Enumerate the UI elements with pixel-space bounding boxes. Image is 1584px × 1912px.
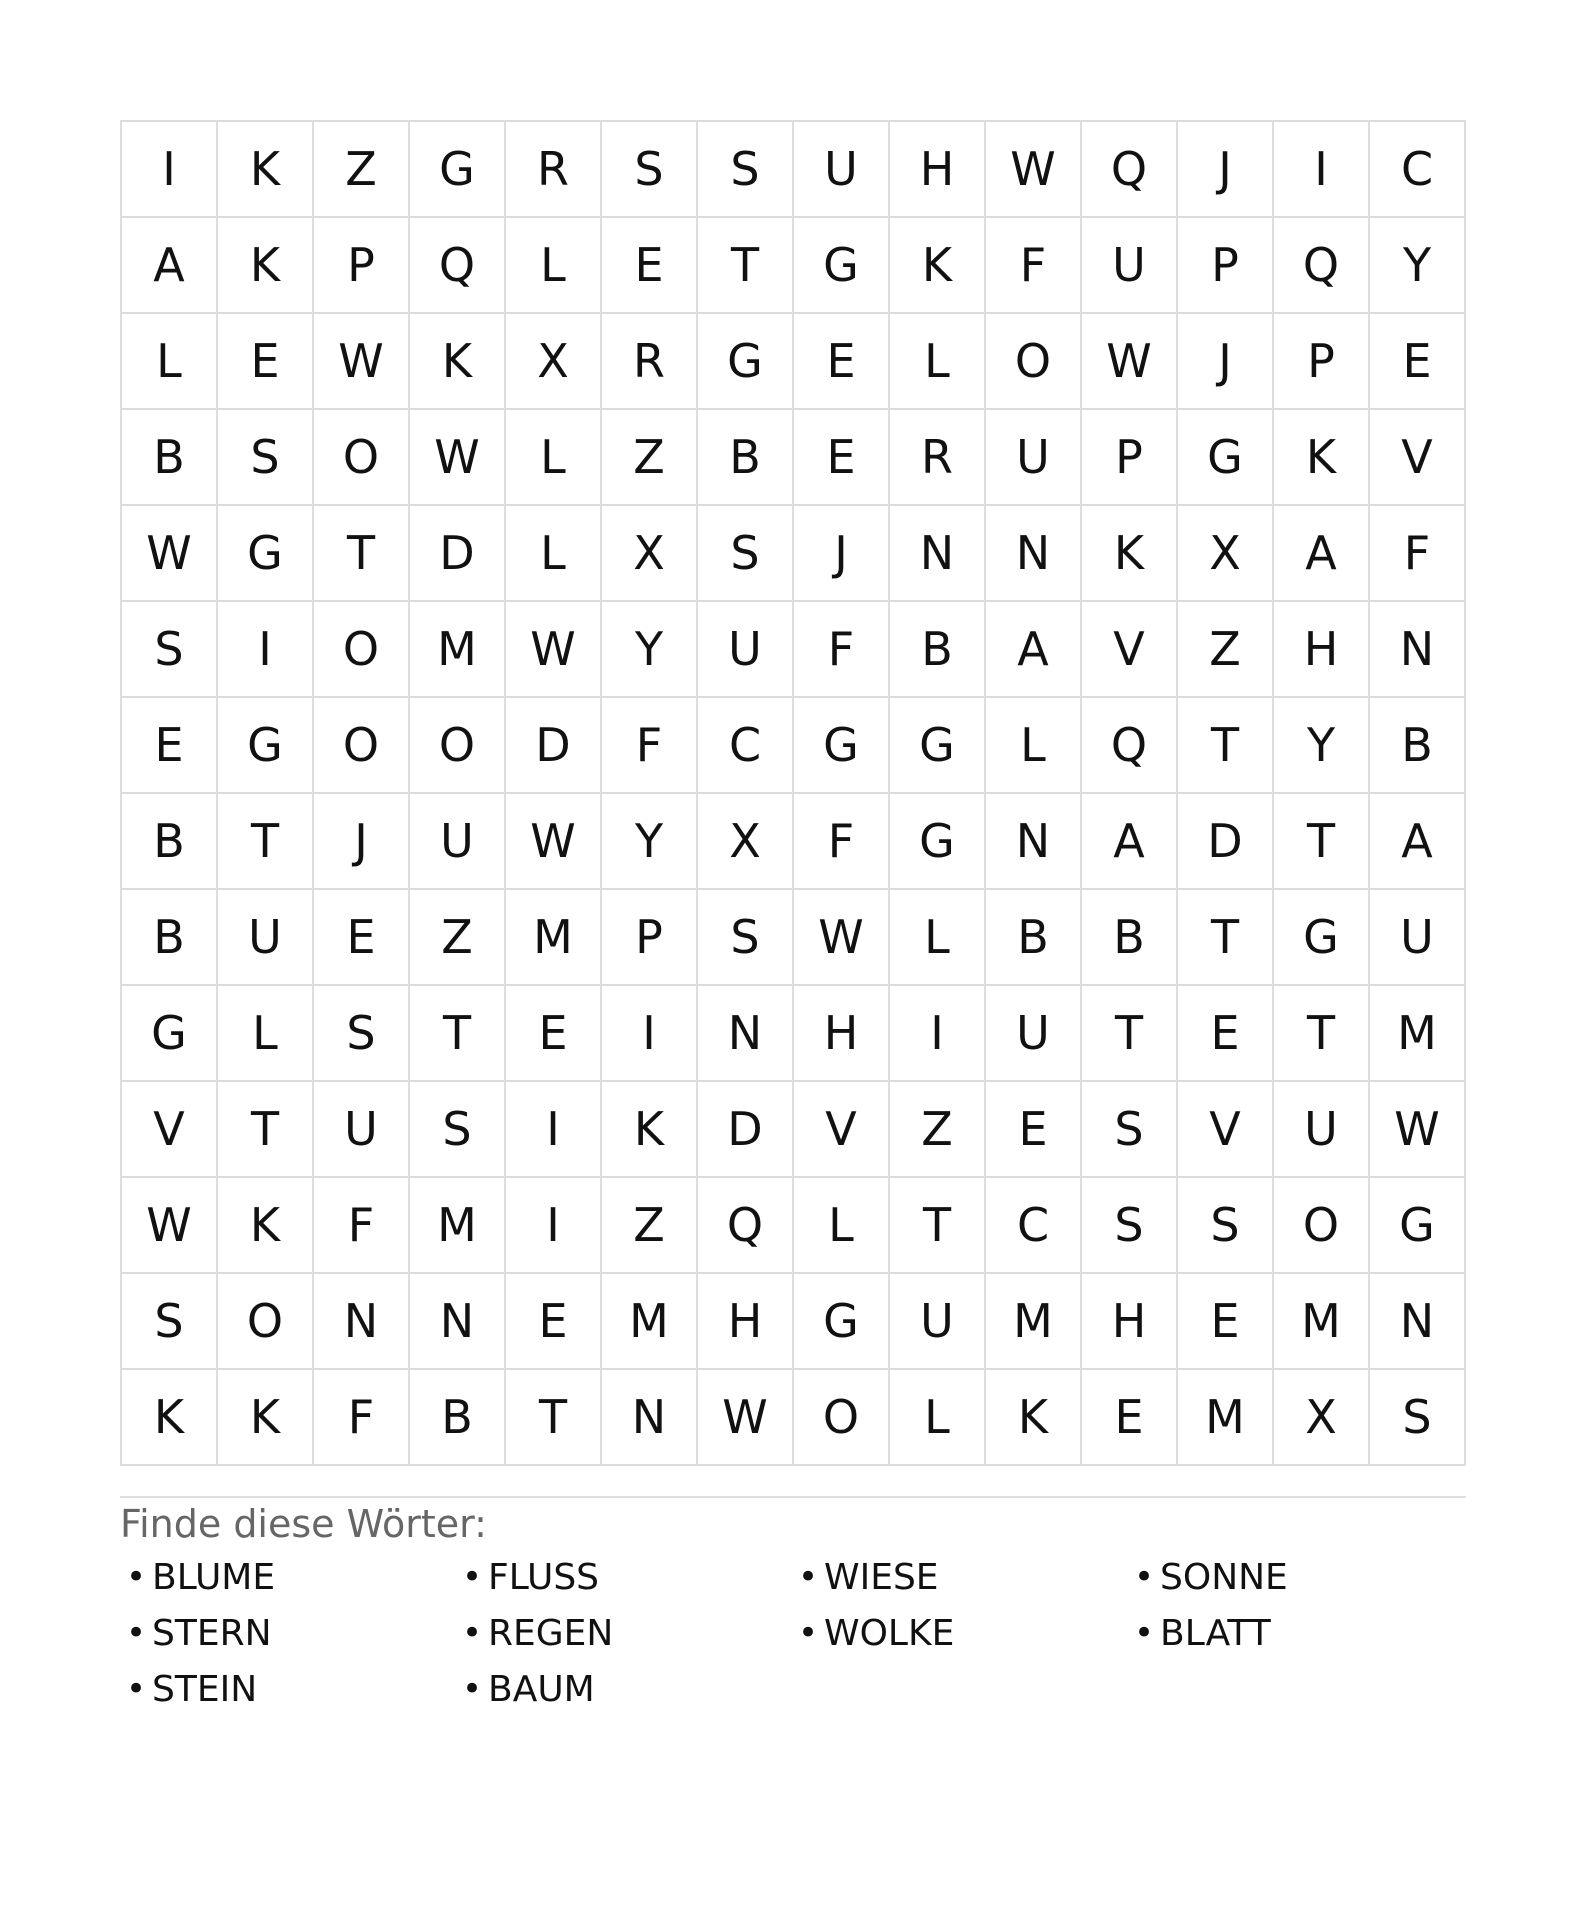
grid-cell[interactable]: A [1082, 794, 1178, 890]
bullet-icon: • [125, 1557, 147, 1597]
grid-cell[interactable]: L [506, 410, 602, 506]
grid-cell[interactable]: C [1370, 122, 1466, 218]
bullet-icon: • [125, 1669, 147, 1709]
word-item [120, 1557, 456, 1616]
grid-cell[interactable]: Z [1178, 602, 1274, 698]
grid-cell[interactable]: Z [410, 890, 506, 986]
grid-cell[interactable]: H [698, 1274, 794, 1370]
grid-cell[interactable]: W [794, 890, 890, 986]
grid-cell[interactable]: O [986, 314, 1082, 410]
grid-cell[interactable]: K [218, 1178, 314, 1274]
grid-cell[interactable]: S [698, 890, 794, 986]
grid-cell[interactable]: W [1082, 314, 1178, 410]
grid-cell[interactable]: V [1082, 602, 1178, 698]
grid-cell[interactable]: E [986, 1082, 1082, 1178]
grid-cell[interactable]: O [794, 1370, 890, 1466]
grid-cell[interactable]: U [1274, 1082, 1370, 1178]
grid-cell[interactable]: T [1274, 986, 1370, 1082]
grid-cell[interactable]: T [410, 986, 506, 1082]
word-label: BAUM [488, 1669, 595, 1710]
grid-cell[interactable]: N [410, 1274, 506, 1370]
grid-cell[interactable]: S [1082, 1082, 1178, 1178]
grid-cell[interactable]: G [1178, 410, 1274, 506]
grid-cell[interactable]: B [890, 602, 986, 698]
word-item [456, 1669, 792, 1728]
word-item [1128, 1557, 1464, 1616]
grid-cell[interactable]: T [1178, 698, 1274, 794]
grid-cell[interactable]: U [1370, 890, 1466, 986]
grid-cell[interactable]: F [314, 1370, 410, 1466]
grid-cell[interactable]: K [218, 122, 314, 218]
grid-cell[interactable]: A [122, 218, 218, 314]
grid-cell[interactable]: S [698, 122, 794, 218]
grid-cell[interactable]: M [986, 1274, 1082, 1370]
grid-cell[interactable]: U [890, 1274, 986, 1370]
grid-cell[interactable]: Z [314, 122, 410, 218]
grid-cell[interactable]: T [314, 506, 410, 602]
grid-cell[interactable]: N [986, 794, 1082, 890]
grid-cell[interactable]: T [218, 794, 314, 890]
grid-cell[interactable]: N [986, 506, 1082, 602]
grid-cell[interactable]: S [122, 602, 218, 698]
grid-cell[interactable]: X [1178, 506, 1274, 602]
grid-cell[interactable]: C [698, 698, 794, 794]
letter-grid [120, 120, 1466, 1466]
grid-cell[interactable]: S [1370, 1370, 1466, 1466]
grid-cell[interactable]: E [1178, 986, 1274, 1082]
grid-cell[interactable]: S [410, 1082, 506, 1178]
grid-cell[interactable]: B [986, 890, 1082, 986]
grid-cell[interactable]: G [1274, 890, 1370, 986]
grid-cell[interactable]: F [314, 1178, 410, 1274]
grid-cell[interactable]: Q [410, 218, 506, 314]
bullet-icon: • [461, 1557, 483, 1597]
grid-cell[interactable]: R [506, 122, 602, 218]
grid-cell[interactable]: K [410, 314, 506, 410]
grid-cell[interactable]: I [218, 602, 314, 698]
grid-cell[interactable]: A [986, 602, 1082, 698]
grid-cell[interactable]: P [1274, 314, 1370, 410]
grid-cell[interactable]: E [314, 890, 410, 986]
grid-cell[interactable]: U [218, 890, 314, 986]
grid-cell[interactable]: V [1178, 1082, 1274, 1178]
word-label: STERN [152, 1613, 272, 1654]
bullet-icon: • [797, 1613, 819, 1653]
grid-cell[interactable]: P [602, 890, 698, 986]
grid-cell[interactable]: S [602, 122, 698, 218]
grid-cell[interactable]: F [794, 794, 890, 890]
grid-cell[interactable]: E [794, 314, 890, 410]
grid-cell[interactable]: M [410, 1178, 506, 1274]
bullet-icon: • [125, 1613, 147, 1653]
grid-cell[interactable]: G [698, 314, 794, 410]
bullet-icon: • [1133, 1557, 1155, 1597]
grid-cell[interactable]: K [602, 1082, 698, 1178]
grid-cell[interactable]: K [218, 218, 314, 314]
grid-cell[interactable]: A [1274, 506, 1370, 602]
grid-cell[interactable]: V [794, 1082, 890, 1178]
grid-cell[interactable]: O [218, 1274, 314, 1370]
grid-cell[interactable]: E [506, 986, 602, 1082]
grid-cell[interactable]: W [698, 1370, 794, 1466]
grid-cell[interactable]: D [506, 698, 602, 794]
grid-cell[interactable]: N [698, 986, 794, 1082]
grid-cell[interactable]: W [410, 410, 506, 506]
grid-cell[interactable]: M [506, 890, 602, 986]
grid-cell[interactable]: Q [1082, 698, 1178, 794]
grid-cell[interactable]: Z [602, 1178, 698, 1274]
grid-cell[interactable]: I [506, 1082, 602, 1178]
grid-cell[interactable]: E [218, 314, 314, 410]
grid-cell[interactable]: H [1274, 602, 1370, 698]
grid-cell[interactable]: Q [1082, 122, 1178, 218]
grid-cell[interactable]: L [986, 698, 1082, 794]
grid-cell[interactable]: M [1370, 986, 1466, 1082]
grid-cell[interactable]: H [794, 986, 890, 1082]
grid-cell[interactable]: S [698, 506, 794, 602]
grid-cell[interactable]: A [1370, 794, 1466, 890]
grid-cell[interactable]: O [314, 602, 410, 698]
grid-cell[interactable]: P [314, 218, 410, 314]
grid-cell[interactable]: E [1370, 314, 1466, 410]
grid-cell[interactable]: E [1082, 1370, 1178, 1466]
grid-cell[interactable]: V [122, 1082, 218, 1178]
grid-cell[interactable]: I [506, 1178, 602, 1274]
grid-cell[interactable]: I [890, 986, 986, 1082]
grid-cell[interactable]: S [218, 410, 314, 506]
grid-cell[interactable]: H [890, 122, 986, 218]
grid-cell[interactable]: F [794, 602, 890, 698]
grid-cell[interactable]: I [122, 122, 218, 218]
grid-cell[interactable]: J [314, 794, 410, 890]
grid-cell[interactable]: O [1274, 1178, 1370, 1274]
word-item [456, 1557, 792, 1616]
grid-cell[interactable]: O [314, 410, 410, 506]
grid-cell[interactable]: N [890, 506, 986, 602]
grid-cell[interactable]: Q [698, 1178, 794, 1274]
grid-cell[interactable]: T [1274, 794, 1370, 890]
grid-cell[interactable]: E [122, 698, 218, 794]
bullet-icon: • [461, 1613, 483, 1653]
grid-cell[interactable]: J [794, 506, 890, 602]
grid-cell[interactable]: W [1370, 1082, 1466, 1178]
grid-cell[interactable]: Y [1274, 698, 1370, 794]
grid-cell[interactable]: K [1274, 410, 1370, 506]
grid-cell[interactable]: B [122, 410, 218, 506]
grid-cell[interactable]: O [410, 698, 506, 794]
grid-cell[interactable]: M [410, 602, 506, 698]
grid-cell[interactable]: F [1370, 506, 1466, 602]
grid-cell[interactable]: T [1082, 986, 1178, 1082]
grid-cell[interactable]: M [1274, 1274, 1370, 1370]
grid-cell[interactable]: L [506, 218, 602, 314]
grid-cell[interactable]: W [506, 794, 602, 890]
grid-cell[interactable]: N [1370, 1274, 1466, 1370]
grid-cell[interactable]: W [122, 1178, 218, 1274]
grid-cell[interactable]: U [698, 602, 794, 698]
grid-cell[interactable]: E [506, 1274, 602, 1370]
word-label: BLUME [152, 1557, 276, 1598]
grid-cell[interactable]: L [890, 890, 986, 986]
grid-cell[interactable]: V [1370, 410, 1466, 506]
grid-cell[interactable]: X [602, 506, 698, 602]
grid-cell[interactable]: G [890, 698, 986, 794]
grid-cell[interactable]: Y [602, 794, 698, 890]
grid-cell[interactable]: U [410, 794, 506, 890]
grid-cell[interactable]: U [314, 1082, 410, 1178]
grid-cell[interactable]: K [218, 1370, 314, 1466]
grid-cell[interactable]: L [218, 986, 314, 1082]
word-item [792, 1557, 1128, 1616]
grid-cell[interactable]: G [1370, 1178, 1466, 1274]
bullet-icon: • [1133, 1613, 1155, 1653]
grid-cell[interactable]: W [314, 314, 410, 410]
grid-cell[interactable]: G [794, 218, 890, 314]
grid-cell[interactable]: N [314, 1274, 410, 1370]
grid-cell[interactable]: L [890, 314, 986, 410]
grid-cell[interactable]: G [218, 506, 314, 602]
word-label: BLATT [1160, 1613, 1271, 1654]
grid-cell[interactable]: U [986, 410, 1082, 506]
word-item [792, 1613, 1128, 1672]
grid-cell[interactable]: U [986, 986, 1082, 1082]
grid-cell[interactable]: J [1178, 314, 1274, 410]
grid-cell[interactable]: P [1082, 410, 1178, 506]
grid-cell[interactable]: S [314, 986, 410, 1082]
grid-cell[interactable]: D [1178, 794, 1274, 890]
grid-cell[interactable]: Z [602, 410, 698, 506]
grid-cell[interactable]: E [1178, 1274, 1274, 1370]
grid-cell[interactable]: C [986, 1178, 1082, 1274]
grid-cell[interactable]: O [314, 698, 410, 794]
grid-cell[interactable]: K [1082, 506, 1178, 602]
grid-cell[interactable]: W [506, 602, 602, 698]
grid-cell[interactable]: B [410, 1370, 506, 1466]
grid-cell[interactable]: G [890, 794, 986, 890]
grid-cell[interactable]: E [794, 410, 890, 506]
grid-cell[interactable]: T [506, 1370, 602, 1466]
grid-cell[interactable]: Y [602, 602, 698, 698]
grid-cell[interactable]: X [1274, 1370, 1370, 1466]
grid-cell[interactable]: X [698, 794, 794, 890]
grid-cell[interactable]: K [122, 1370, 218, 1466]
grid-cell[interactable]: B [1082, 890, 1178, 986]
grid-cell[interactable]: G [794, 698, 890, 794]
grid-cell[interactable]: G [794, 1274, 890, 1370]
grid-cell[interactable]: S [122, 1274, 218, 1370]
grid-cell[interactable]: N [602, 1370, 698, 1466]
grid-cell[interactable]: T [890, 1178, 986, 1274]
grid-cell[interactable]: U [1082, 218, 1178, 314]
grid-cell[interactable]: B [122, 794, 218, 890]
grid-cell[interactable]: W [986, 122, 1082, 218]
grid-cell[interactable]: S [1082, 1178, 1178, 1274]
grid-cell[interactable]: L [794, 1178, 890, 1274]
grid-cell[interactable]: P [1178, 218, 1274, 314]
word-label: FLUSS [488, 1557, 600, 1598]
grid-cell[interactable]: Y [1370, 218, 1466, 314]
grid-cell[interactable]: B [1370, 698, 1466, 794]
grid-cell[interactable]: T [698, 218, 794, 314]
word-label: WIESE [824, 1557, 939, 1598]
word-label: STEIN [152, 1669, 258, 1710]
grid-cell[interactable]: L [890, 1370, 986, 1466]
bullet-icon: • [461, 1669, 483, 1709]
divider [120, 1496, 1466, 1498]
word-list-title: Finde diese Wörter: [120, 1502, 487, 1546]
word-label: WOLKE [824, 1613, 955, 1654]
grid-cell[interactable]: U [794, 122, 890, 218]
grid-cell[interactable]: F [986, 218, 1082, 314]
grid-cell[interactable]: X [506, 314, 602, 410]
grid-cell[interactable]: D [410, 506, 506, 602]
bullet-icon: • [797, 1557, 819, 1597]
grid-cell[interactable]: H [1082, 1274, 1178, 1370]
grid-cell[interactable]: B [122, 890, 218, 986]
grid-cell[interactable]: N [1370, 602, 1466, 698]
grid-cell[interactable]: I [602, 986, 698, 1082]
grid-cell[interactable]: B [698, 410, 794, 506]
word-item [120, 1669, 456, 1728]
grid-cell[interactable]: G [410, 122, 506, 218]
grid-cell[interactable]: W [122, 506, 218, 602]
grid-cell[interactable]: L [122, 314, 218, 410]
grid-cell[interactable]: R [602, 314, 698, 410]
grid-cell[interactable]: G [218, 698, 314, 794]
grid-cell[interactable]: D [698, 1082, 794, 1178]
grid-cell[interactable]: M [602, 1274, 698, 1370]
grid-cell[interactable]: E [602, 218, 698, 314]
grid-cell[interactable]: L [506, 506, 602, 602]
word-label: REGEN [488, 1613, 614, 1654]
grid-cell[interactable]: T [218, 1082, 314, 1178]
grid-cell[interactable]: G [122, 986, 218, 1082]
grid-cell[interactable]: F [602, 698, 698, 794]
grid-cell[interactable]: R [890, 410, 986, 506]
word-item [120, 1613, 456, 1672]
grid-cell[interactable]: J [1178, 122, 1274, 218]
grid-cell[interactable]: I [1274, 122, 1370, 218]
grid-cell[interactable]: K [986, 1370, 1082, 1466]
grid-cell[interactable]: K [890, 218, 986, 314]
grid-cell[interactable]: T [1178, 890, 1274, 986]
word-list [120, 1557, 1466, 1728]
grid-cell[interactable]: S [1178, 1178, 1274, 1274]
word-item [1128, 1613, 1464, 1672]
grid-cell[interactable]: Q [1274, 218, 1370, 314]
word-item [456, 1613, 792, 1672]
grid-cell[interactable]: M [1178, 1370, 1274, 1466]
grid-cell[interactable]: Z [890, 1082, 986, 1178]
word-label: SONNE [1160, 1557, 1288, 1598]
